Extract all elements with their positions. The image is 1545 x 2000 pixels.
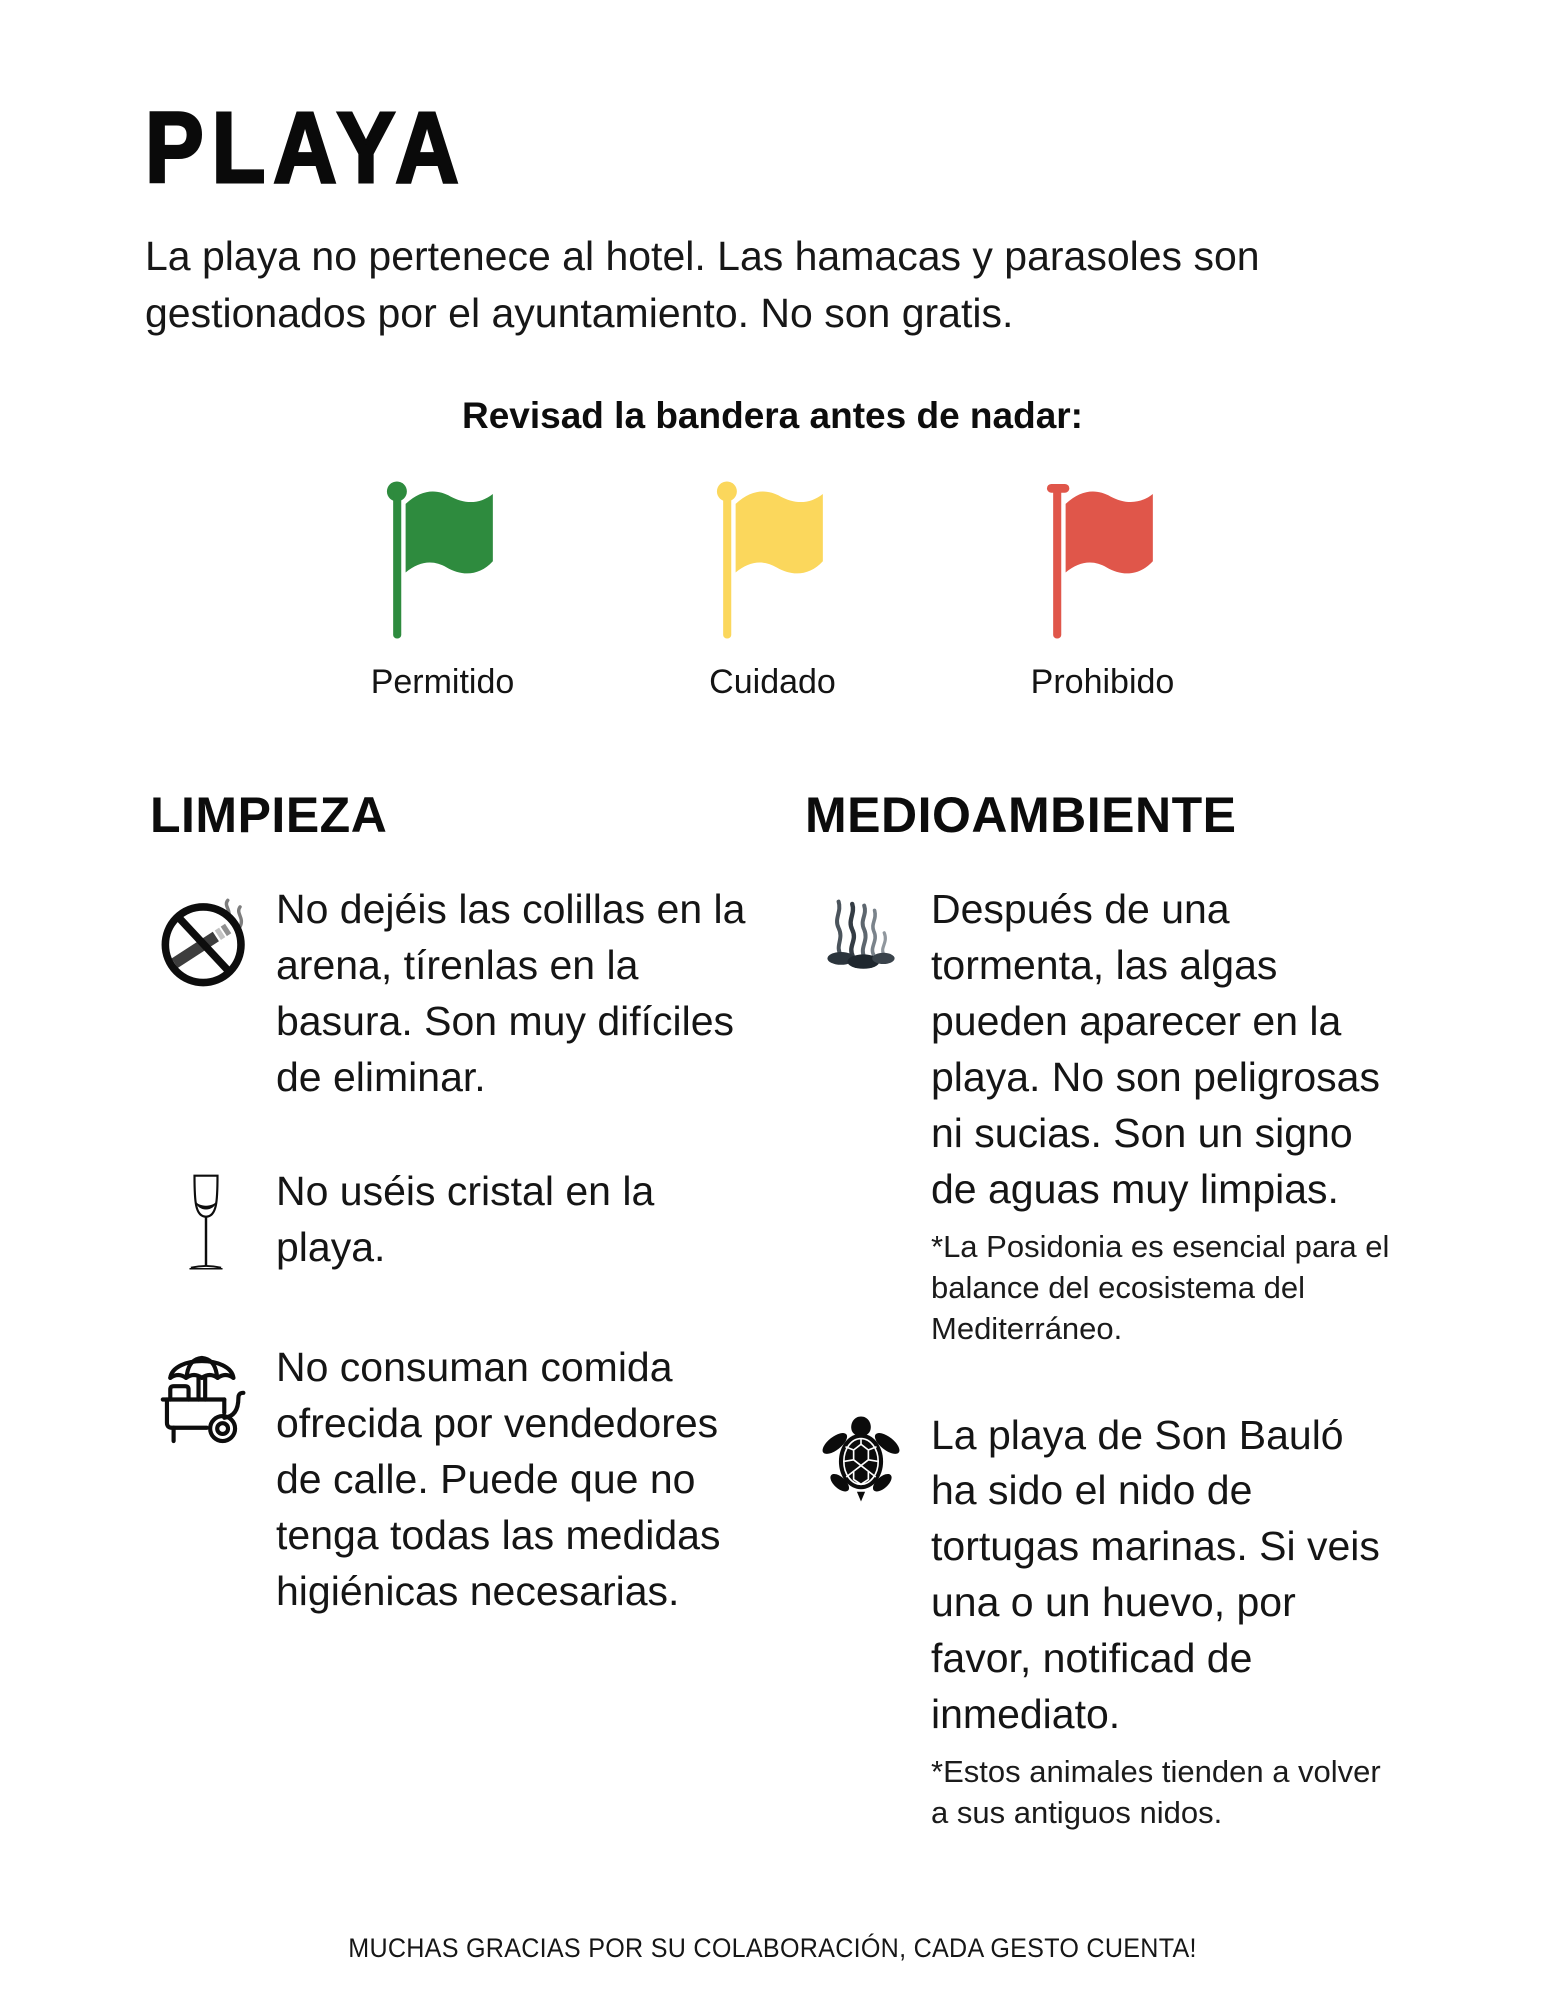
item-text: No dejéis las colillas en la arena, tírenlas en la basura. Son muy difíciles de eliminar. (276, 886, 746, 1101)
food-cart-icon (150, 1340, 262, 1448)
flag-prohibido (995, 479, 1210, 702)
item-body (931, 1408, 1395, 1834)
list-item (150, 882, 750, 1106)
wine-glass-icon (150, 1164, 262, 1282)
item-footnote: *Estos animales tienden a volver a sus antiguos nidos. (931, 1754, 1381, 1831)
sea-turtle-icon (805, 1408, 917, 1504)
item-body (276, 882, 750, 1106)
content-columns (0, 702, 1545, 1892)
red-flag-icon (1017, 479, 1189, 641)
green-flag-icon (357, 479, 529, 641)
item-text: La playa de Son Bauló ha sido el nido de tortugas marinas. Si veis una o un huevo, por favor, notificad de inmediato. (931, 1411, 1380, 1738)
list-item (150, 1164, 750, 1282)
section-limpieza (150, 786, 750, 1892)
list-item (805, 1408, 1395, 1834)
item-body (276, 1340, 750, 1620)
yellow-flag-icon (687, 479, 859, 641)
no-smoking-icon (150, 882, 262, 992)
section-heading-medioambiente: MEDIOAMBIENTE (805, 787, 1237, 844)
flag-label: Permitido (370, 663, 515, 702)
flags-section (0, 395, 1545, 702)
footer-thanks: MUCHAS GRACIAS POR SU COLABORACIÓN, CADA GESTO CUENTA! (348, 1933, 1197, 1963)
item-footnote: *La Posidonia es esencial para el balance del ecosistema del Mediterráneo. (931, 1228, 1390, 1347)
flag-cuidado (665, 479, 880, 702)
flags-row (0, 479, 1545, 702)
list-item (150, 1340, 750, 1620)
flag-label: Prohibido (1030, 663, 1175, 702)
intro-paragraph: La playa no pertenece al hotel. Las hamacas y parasoles son gestionados por el ayuntamiento. No son gratis. (145, 233, 1260, 336)
section-medioambiente (805, 786, 1395, 1892)
item-body (276, 1164, 750, 1276)
flag-label: Cuidado (709, 663, 836, 702)
seaweed-icon (805, 882, 917, 976)
item-text: No uséis cristal en la playa. (276, 1167, 655, 1270)
item-text: Después de una tormenta, las algas pueden aparecer en la playa. No son peligrosas ni sucias. Son un signo de aguas muy limpias. (931, 886, 1380, 1212)
flag-permitido (335, 479, 550, 702)
page-title: PLAYA (145, 92, 467, 204)
flags-heading: Revisad la bandera antes de nadar: (461, 395, 1083, 437)
section-heading-limpieza: LIMPIEZA (150, 787, 388, 844)
item-body (931, 882, 1395, 1349)
list-item (805, 882, 1395, 1349)
item-text: No consuman comida ofrecida por vendedores de calle. Puede que no tenga todas las medidas higiénicas necesarias. (276, 1343, 721, 1614)
header (0, 0, 1545, 341)
